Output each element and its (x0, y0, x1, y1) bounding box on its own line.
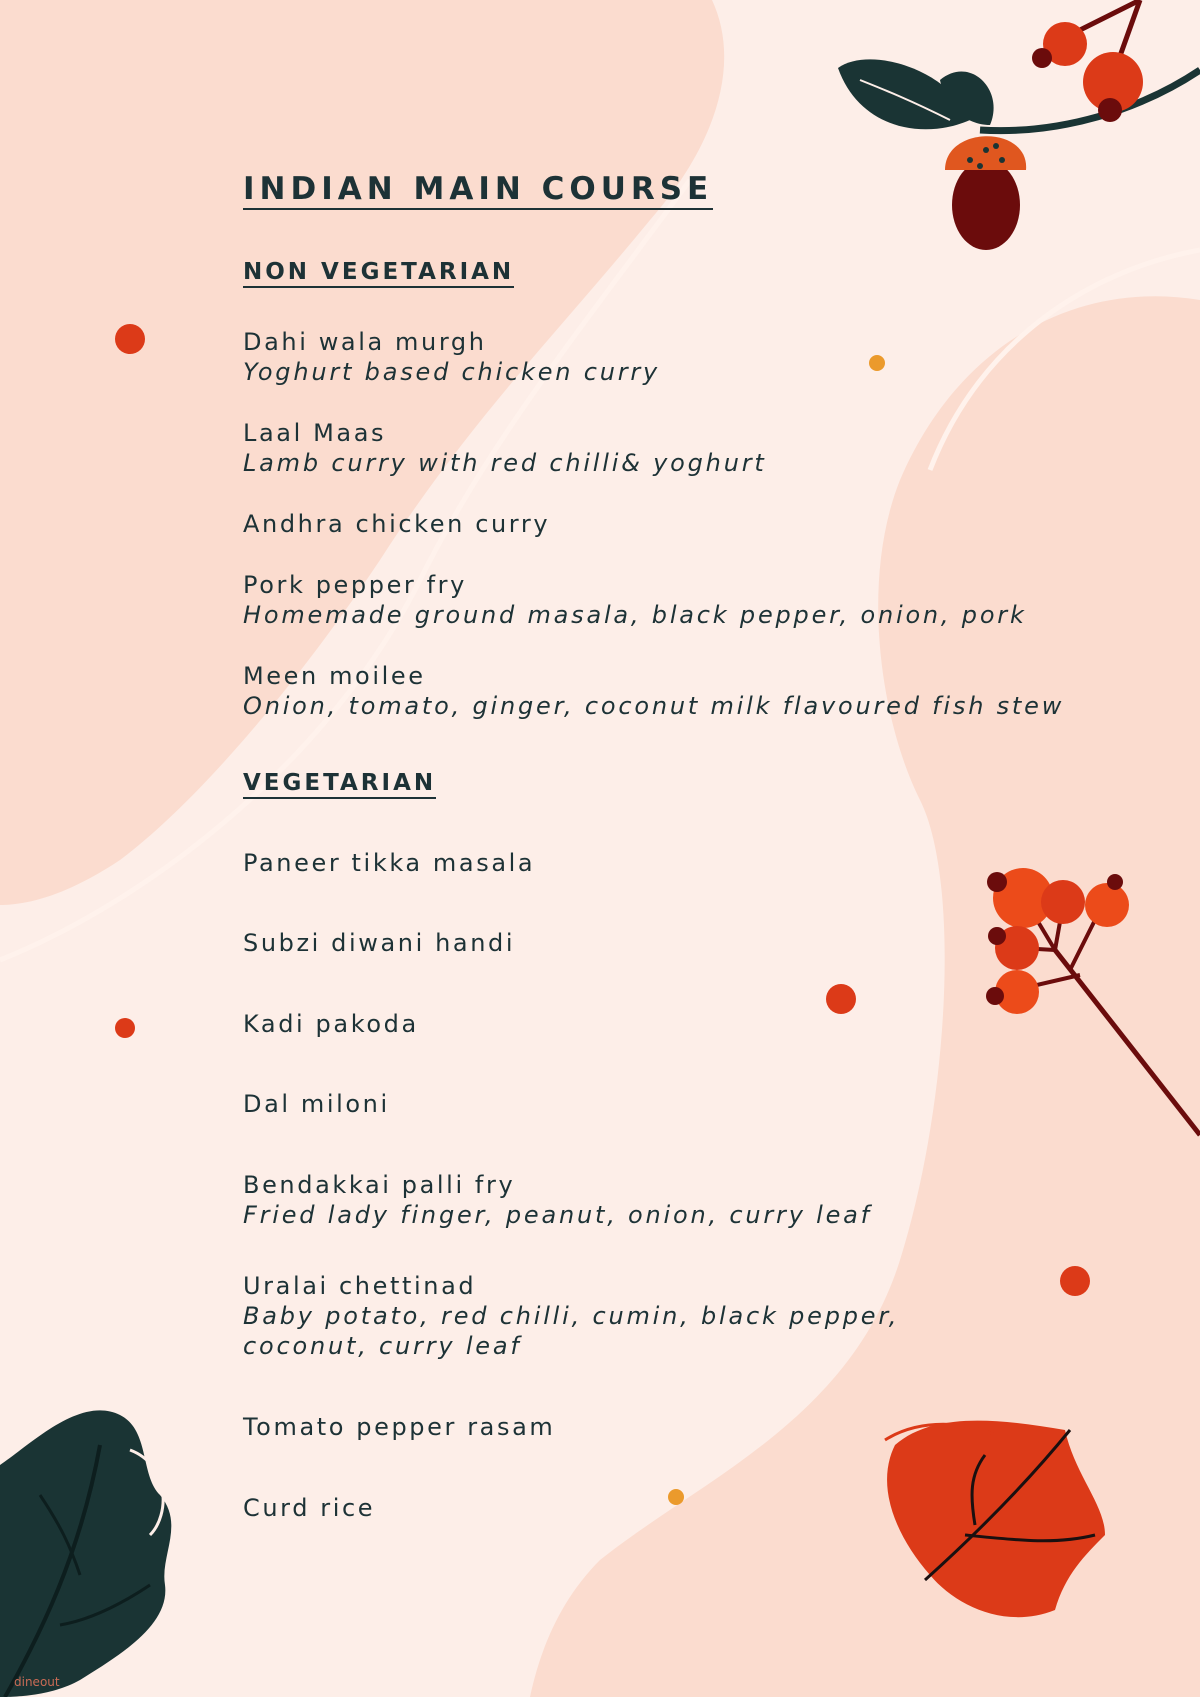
menu-item (243, 509, 550, 539)
dot-2 (868, 354, 886, 372)
leaf-red-icon (875, 1415, 1115, 1630)
menu-item (243, 661, 1064, 721)
item-name: Kadi pakoda (243, 1010, 419, 1038)
item-name: Subzi diwani handi (243, 929, 516, 957)
item-name: Dahi wala murgh (243, 328, 487, 356)
item-description: Homemade ground masala, black pepper, onion, pork (243, 601, 1027, 629)
menu-item (243, 418, 767, 478)
item-description-line-2: coconut, curry leaf (243, 1332, 522, 1360)
brand-watermark: dineout (14, 1675, 60, 1689)
dot-1 (114, 323, 146, 355)
item-name: Meen moilee (243, 662, 426, 690)
menu-item (243, 570, 1027, 630)
item-description: Onion, tomato, ginger, coconut milk flavoured fish stew (243, 692, 1065, 720)
dot-5 (1059, 1265, 1091, 1297)
menu-item (243, 1089, 390, 1119)
item-description: Yoghurt based chicken curry (243, 358, 661, 386)
item-name: Tomato pepper rasam (243, 1413, 556, 1441)
dot-4 (114, 1017, 136, 1039)
menu-item (243, 327, 660, 387)
item-description: Baby potato, red chilli, cumin, black pepper, (243, 1302, 900, 1330)
menu-item (243, 1412, 555, 1442)
dot-6 (667, 1488, 685, 1506)
item-name: Dal miloni (243, 1090, 390, 1118)
section-heading-non-veg: NON VEGETARIAN (243, 258, 514, 288)
dot-3 (825, 983, 857, 1015)
item-name: Bendakkai palli fry (243, 1171, 516, 1199)
menu-item (243, 1493, 375, 1523)
menu-item (243, 1271, 899, 1361)
section-heading-veg: VEGETARIAN (243, 769, 436, 799)
menu-item (243, 1009, 419, 1039)
item-name: Curd rice (243, 1494, 376, 1522)
item-description: Lamb curry with red chilli& yoghurt (243, 449, 767, 477)
menu-item (243, 928, 515, 958)
item-name: Laal Maas (243, 419, 387, 447)
menu-item (243, 848, 535, 878)
item-name: Pork pepper fry (243, 571, 467, 599)
berry-sprig-icon (975, 860, 1200, 1140)
leaf-dark-icon (0, 1405, 190, 1697)
menu-item (243, 1170, 872, 1230)
berry-branch-top-icon (830, 0, 1200, 260)
item-name: Uralai chettinad (243, 1272, 477, 1300)
menu-title: INDIAN MAIN COURSE (243, 170, 713, 210)
item-name: Paneer tikka masala (243, 849, 536, 877)
item-name: Andhra chicken curry (243, 510, 551, 538)
item-description: Fried lady finger, peanut, onion, curry leaf (243, 1201, 872, 1229)
